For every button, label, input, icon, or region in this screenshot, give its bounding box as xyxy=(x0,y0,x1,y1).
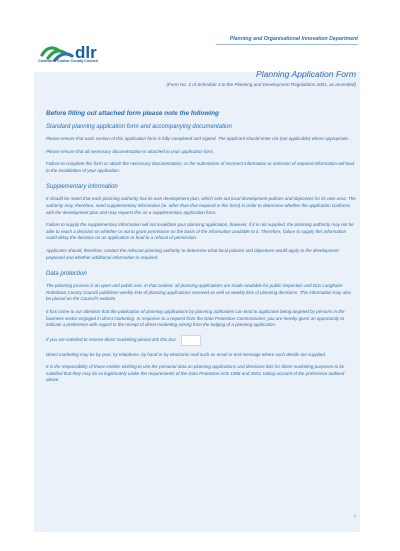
form-notes xyxy=(46,110,356,390)
intro-paragraph-2: Please ensure that all necessary documentation is attached to your application form. xyxy=(46,148,215,154)
form-title: Planning Application Form xyxy=(256,69,356,79)
data-protection-paragraph-2: It has come to our attention that the publication of planning applications by planning authorities can lead to applicants being targeted by persons in the business sector engaged in direct marketing. In response to a request from the Data Protection Commissioner, you are hereby given an opportunity to indicate a preference with regard to the receipt of direct marketing arising from the lodging of a planning application. xyxy=(46,308,345,328)
header-divider xyxy=(216,44,358,45)
data-protection-paragraph-1: The planning process is an open and public one. In that context, all planning applications are made available for public inspection and Dún Laoghaire Rathdown County Council publishes weekly lists of planning applications received as well as weekly lists of planning decisions. This information may also be placed on the Council's website. xyxy=(46,283,351,302)
intro-paragraph-1: Please ensure that each section of this application form is fully completed and signed. The applicant should enter n/a (not applicable) where appropriate. xyxy=(46,136,350,141)
data-protection-heading: Data protection xyxy=(46,271,87,278)
direct-marketing-label: If you are satisfied to receive direct marketing please tick this box xyxy=(46,336,176,342)
data-protection-paragraph-3: Direct marketing may be by post, by telephone, by hand or by electronic mail such as email or text message where such details are supplied. xyxy=(46,351,327,357)
intro-subheading: Standard planning application form and accompanying documentation xyxy=(46,124,232,130)
form-subtitle: (Form No. 2 of Schedule 3 to the Planning and Development Regulations 2001, as amended) xyxy=(166,82,356,87)
dlr-logo-icon xyxy=(38,38,138,70)
page-number: 1 xyxy=(353,513,356,518)
direct-marketing-checkbox[interactable] xyxy=(181,335,201,346)
council-name: Comhairle Contae County Council xyxy=(38,59,98,63)
intro-heading: Before filling out attached form please note the following xyxy=(46,110,219,117)
intro-paragraph-3: Failure to complete this form or attach the necessary documentation, or the submission of incorrect information or omission of required information will lead to the invalidation of your application. xyxy=(46,161,355,173)
supplementary-paragraph-2: Failure to supply the supplementary information will not invalidate your planning application, however, if it is not supplied, the planning authority may not be able to reach a decision on whether or not to grant permission on the basis of the information available to it. Therefore, failure to supply this information could delay the decision on an application or lead to a refusal of permission. xyxy=(46,222,354,241)
data-protection-paragraph-4: It is the responsibility of those entities wishing to use the personal data on planning applications and decisions lists for direct marketing purposes to be satisfied that they may do so legitimately under the requirements of the Data Protection Acts 1988 and 2003, taking account of the preference outlined above. xyxy=(46,364,345,383)
supplementary-paragraph-1: It should be noted that each planning authority has its own development plan, which sets out local development policies and objectives for its own area. The authority may, therefore, need supplementary information (ie. other than that required in this form) in order to determine whether the application conforms with the development plan and may request this on a supplementary application form. xyxy=(46,196,356,215)
supplementary-heading: Supplementary information xyxy=(46,184,118,191)
direct-marketing-row xyxy=(46,335,356,346)
logo-text: dlr xyxy=(75,43,97,62)
supplementary-paragraph-3: Applicants should, therefore, contact the relevant planning authority to determine what local policies and objectives would apply to the development proposed and whether additional information is required. xyxy=(46,247,339,260)
department-name: Planning and Organisational Innovation Department xyxy=(229,36,358,42)
